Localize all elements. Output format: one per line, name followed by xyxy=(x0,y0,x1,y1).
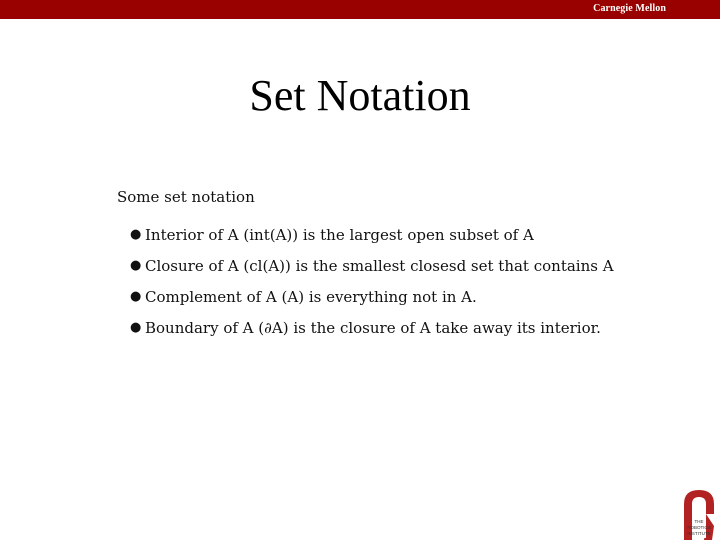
bullet-text: Interior of A (int(A)) is the largest open subset of A xyxy=(145,226,534,244)
bullet-icon: ● xyxy=(130,258,142,273)
bullet-icon: ● xyxy=(130,320,142,335)
list-item xyxy=(130,287,614,318)
slide-title: Set Notation xyxy=(249,71,471,120)
brand-label: Carnegie Mellon xyxy=(593,3,666,14)
robotics-institute-logo-icon xyxy=(678,486,720,540)
bullet-text: Boundary of A (∂A) is the closure of A take away its interior. xyxy=(145,319,601,337)
list-item xyxy=(130,256,614,287)
bullet-list xyxy=(130,225,614,349)
list-item xyxy=(130,225,614,256)
list-item xyxy=(130,318,614,349)
svg-text:THE: THE xyxy=(694,519,704,524)
header-bar xyxy=(0,0,720,19)
svg-text:INSTITUTE: INSTITUTE xyxy=(687,531,711,536)
bullet-icon: ● xyxy=(130,227,142,242)
svg-text:ROBOTICS: ROBOTICS xyxy=(687,525,711,530)
bullet-icon: ● xyxy=(130,289,142,304)
intro-text: Some set notation xyxy=(117,188,255,206)
bullet-text: Complement of A (A) is everything not in A. xyxy=(145,288,477,306)
bullet-text: Closure of A (cl(A)) is the smallest closesd set that contains A xyxy=(145,257,614,275)
